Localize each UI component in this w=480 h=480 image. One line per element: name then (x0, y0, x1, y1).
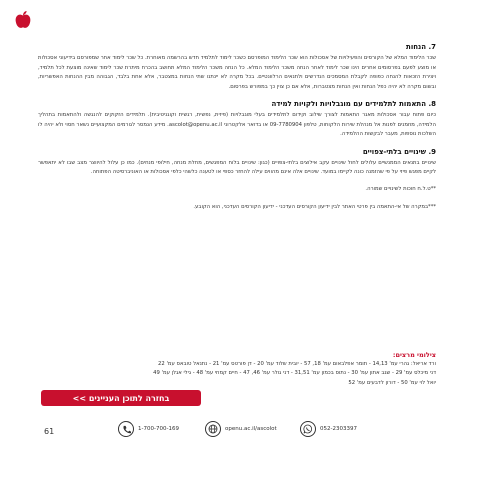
footnote-errors: **ט.ל.ח חוכות לשינויים שמורה. (365, 185, 436, 192)
footer-website[interactable] (205, 420, 277, 438)
section-title: 8. התאמות לתלמידים עם מוגבלויות ולקויות למידה (271, 100, 436, 108)
page-number: 61 (44, 427, 55, 436)
credits-line: ורד אריאל: גהרי עמ' 14,13 - תומר אפלבאום עמ' 18, 57 - יובית שלוד עמ' 20 - דן פורטס עמ' 21 - נתנאל טובאס עמ' 22 (158, 361, 436, 367)
footnote-catalog: ***במקרה של אי-התאמה בין פרטי האתר לבין ידיעון הקורסים העדכני - ידיעון הקורסים העדכני, הוא הקובע. (193, 204, 436, 210)
phone-number: 1-700-700-169 (138, 426, 179, 432)
section-discounts (38, 42, 436, 92)
website-url: openu.ac.il/ascolot (225, 426, 277, 432)
section-text: כיום פתוח עבור אסכולות מאגר התאמות לצורך שילוב וקידום לתלמידים בעלי מוגבלויות (פיזית, נפשית, רגשית וקוגניטיבית). תלמידים הזקוקים להנגשה ולהתאמות בתהליך הלמידה, מוזמנים לפנות אל מנהלת שירות הלקוחות, טלפון 09-7780904 או בדואר אלקטרוני ascolot@openu.ac.il. מידע הנמסר לגורמים המקצועיים נשאר חסוי ולא יהיה לו השלכות נוספות, מעבר לבקשות ההלמידה. (38, 112, 436, 137)
credits-line: דני מיכלס עמ' 29 - שגב אתון עמ' 30 - נתוס בכמון עמ' 31,51 - דני גולר עמ' 46, 47 - חיים קמחי עמ' 48 - גילי אגלן עמ' 49 (153, 370, 436, 377)
credits-line: יואל לוי עמ' 50 - דורון לדבעים עמ' 52 (348, 379, 436, 386)
back-to-contents-button[interactable]: בחזרה לתוכן העניינים >> (41, 390, 201, 406)
section-accessibility (38, 99, 436, 140)
section-title: 7. הנחות (406, 43, 436, 51)
whatsapp-number: 052-2303397 (320, 426, 357, 432)
whatsapp-icon (300, 421, 316, 437)
section-text: שכר הלימוד המלא של הקורסים והפעילויות של אסכולות הוא שכר הלימוד המופרסם כשכר לימוד לתלמיד חדש בהרשמה מאוחרת. כל שכר לימוד אחר שמפורסם בידיעוני אסכולות או מוצע לפעם בפרסומים אחרים הינו שכר לימוד לאחר הנחה משכר הלימוד המלא. כל הנחה משכר הלימוד המלא תחושב בהכרח מיתרת שכר לימוד שאינה מוצעת לכל תלמיד, ויצירת הזכאות להנחה כפופה לקבלת המסמכים הנדרשים ולתנאים הרלוונטיים. בכל מקרה לא יינתנו שתי הנחות במצטבר, אלא אחת בלבד, הגבוהה מבין ההנחות האפשריות, ובשום מקרה לא יהיה כפל הנחות ואין הנחות מצטברות, אלא אם כן צוין כך במפורש בפרסום. (38, 55, 436, 90)
phone-icon (118, 421, 134, 437)
globe-icon (205, 421, 221, 437)
section-unexpected-changes (38, 147, 436, 178)
footer-whatsapp[interactable] (300, 420, 357, 438)
photo-credits (36, 350, 436, 388)
footer-phone[interactable] (118, 420, 179, 438)
credits-title: צילומי מרצים: (392, 351, 436, 359)
section-text: שינויים בתנאים הממנשיים עלולים לחול שינויים עקב אילוצים בלתי-צפויים (כגון: שינויים בלוח המפגשים, מחלת מנחה, חילופי מנחים). כמו כן עלול להיווצר מצב שבו לא יתאפשר לקיים מפגש פיזי על פי שהזמנה כונה לקיימו במועד. שינויים אלה אינם מהווים עילה להחזר כספי או לטענה כלשהי כלפי אסכולות או האוניברסיטה הפתוחה. (38, 159, 436, 175)
section-title: 9. שינויים בלתי-צפויים (362, 147, 436, 156)
footer (0, 420, 480, 450)
apple-logo-icon (14, 10, 32, 30)
terms-content (38, 42, 436, 213)
